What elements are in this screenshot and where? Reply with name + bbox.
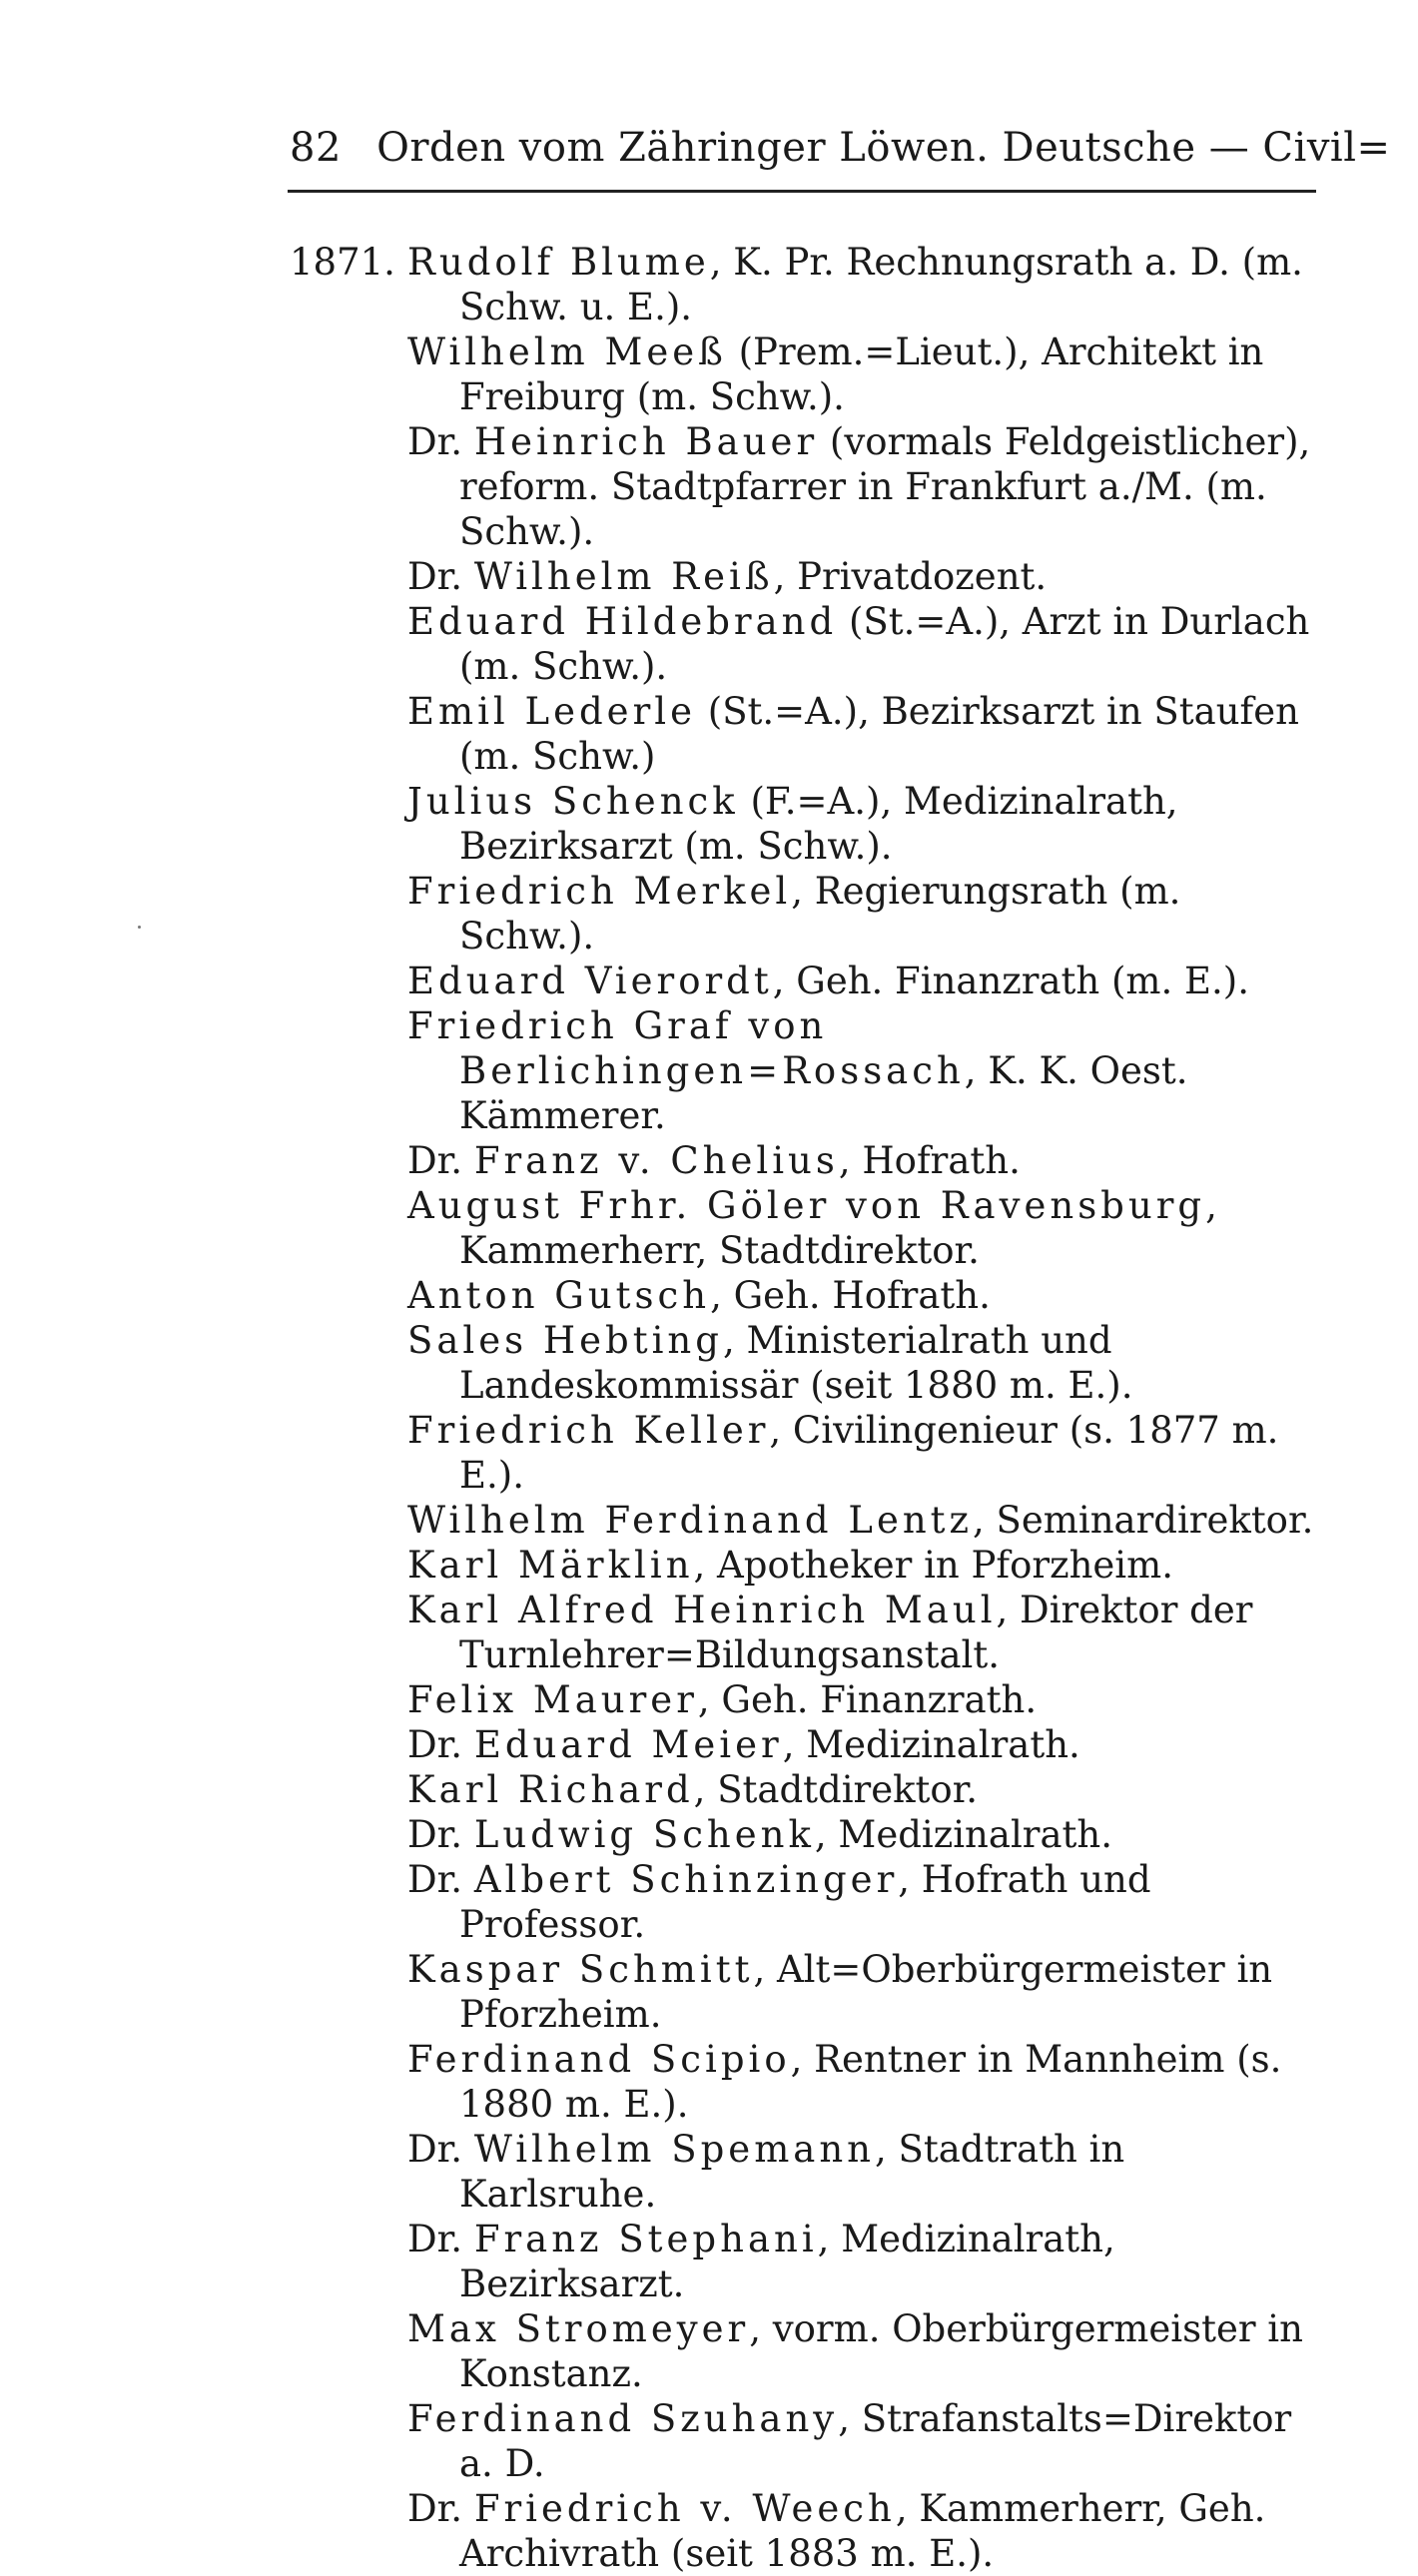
entry-name: Wilhelm Reiß bbox=[473, 555, 774, 598]
entry-details: , Stadtrath in Karlsruhe. bbox=[459, 2128, 1125, 2216]
entry-name: Friedrich Graf von Berlichingen=Rossach bbox=[407, 1004, 965, 1092]
entry-details: , K. Pr. Rechnungsrath a. D. (m. Schw. u. E.). bbox=[459, 241, 1303, 328]
entry-prefix: Dr. bbox=[407, 1813, 474, 1856]
entry-name: Julius Schenck bbox=[407, 780, 739, 823]
entry-name: Albert Schinzinger bbox=[473, 1858, 899, 1901]
list-item bbox=[407, 689, 1318, 779]
list-item bbox=[407, 2127, 1318, 2217]
list-item bbox=[407, 2486, 1318, 2576]
list-item bbox=[407, 1857, 1318, 1947]
entry-prefix: Dr. bbox=[407, 555, 474, 598]
list-item bbox=[407, 1812, 1318, 1857]
entry-name: Wilhelm Ferdinand Lentz bbox=[407, 1499, 974, 1542]
list-item bbox=[407, 1677, 1318, 1722]
entry-details: , Kammerherr, Stadtdirektor. bbox=[459, 1184, 1217, 1272]
list-item bbox=[407, 1318, 1318, 1408]
margin-speck bbox=[138, 926, 141, 929]
entry-details: , Alt=Oberbürgermeister in Pforzheim. bbox=[459, 1948, 1273, 2036]
list-item bbox=[407, 1408, 1318, 1498]
entry-details: , Ministerialrath und Landeskommissär (seit 1880 m. E.). bbox=[459, 1319, 1133, 1407]
entry-name: Friedrich v. Weech bbox=[473, 2487, 896, 2530]
entry-name: Franz v. Chelius bbox=[473, 1139, 839, 1182]
list-item bbox=[407, 1947, 1318, 2037]
entry-details: , Seminardirektor. bbox=[973, 1499, 1314, 1542]
entry-details: (vormals Feldgeistlicher), reform. Stadtpfarrer in Frankfurt a./M. (m. Schw.). bbox=[459, 420, 1311, 553]
entry-name: Karl Märklin bbox=[407, 1544, 694, 1587]
entry-name: August Frhr. Göler von Ravensburg bbox=[407, 1184, 1206, 1227]
entry-prefix: Dr. bbox=[407, 1858, 474, 1901]
list-item bbox=[407, 2037, 1318, 2127]
entry-name: Eduard Meier bbox=[473, 1723, 783, 1766]
entry-prefix: Dr. bbox=[407, 2128, 474, 2171]
list-item bbox=[407, 2306, 1318, 2396]
list-item bbox=[407, 554, 1318, 599]
entry-name: Karl Richard bbox=[407, 1768, 694, 1811]
entry-name: Franz Stephani bbox=[473, 2218, 818, 2260]
entry-details: , Privatdozent. bbox=[773, 555, 1048, 598]
entry-details: , Geh. Hofrath. bbox=[710, 1274, 991, 1317]
list-item bbox=[407, 1767, 1318, 1812]
list-item bbox=[407, 1273, 1318, 1318]
entry-name: Ferdinand Scipio bbox=[407, 2038, 791, 2081]
list-item bbox=[407, 419, 1318, 554]
entry-details: , Medizinalrath, Bezirksarzt. bbox=[459, 2218, 1115, 2305]
entry-name: Kaspar Schmitt bbox=[407, 1948, 754, 1991]
entry-prefix: Dr. bbox=[407, 2218, 474, 2260]
entry-name: Wilhelm Spemann bbox=[473, 2128, 875, 2171]
running-header bbox=[290, 118, 1391, 178]
entry-name: Sales Hebting bbox=[407, 1319, 723, 1362]
entry-details: (Prem.=Lieut.), Architekt in Freiburg (m. Schw.). bbox=[459, 330, 1264, 418]
list-item bbox=[407, 1498, 1318, 1543]
list-item bbox=[407, 599, 1318, 689]
year-label: 1871. bbox=[290, 241, 395, 284]
entry-name: Ludwig Schenk bbox=[473, 1813, 815, 1856]
entry-list bbox=[407, 240, 1318, 2576]
list-item bbox=[407, 2396, 1318, 2486]
entry-details: , Civilingenieur (s. 1877 m. E.). bbox=[459, 1409, 1279, 1497]
list-item bbox=[407, 1588, 1318, 1677]
entry-name: Felix Maurer bbox=[407, 1678, 698, 1721]
entry-name: Rudolf Blume bbox=[407, 241, 710, 284]
entry-prefix: Dr. bbox=[407, 1139, 474, 1182]
entry-details: , Regierungsrath (m. Schw.). bbox=[459, 870, 1181, 958]
entry-details: , vorm. Oberbürgermeister in Konstanz. bbox=[459, 2307, 1303, 2395]
entry-details: (F.=A.), Medizinalrath, Bezirksarzt (m. Schw.). bbox=[459, 780, 1178, 868]
page-number: 82 bbox=[290, 125, 342, 171]
entry-prefix: Dr. bbox=[407, 1723, 474, 1766]
list-item bbox=[407, 1138, 1318, 1183]
entry-details: , Geh. Finanzrath (m. E.). bbox=[772, 960, 1249, 1002]
list-item bbox=[407, 869, 1318, 959]
list-item bbox=[407, 1003, 1318, 1138]
list-item bbox=[407, 1183, 1318, 1273]
entry-name: Eduard Hildebrand bbox=[407, 600, 838, 643]
entry-details: , Geh. Finanzrath. bbox=[697, 1678, 1038, 1721]
list-item bbox=[407, 2217, 1318, 2306]
entry-prefix: Dr. bbox=[407, 2487, 474, 2530]
list-item bbox=[407, 240, 1318, 329]
entry-name: Ferdinand Szuhany bbox=[407, 2397, 839, 2440]
entry-name: Emil Lederle bbox=[407, 690, 696, 733]
entry-details: (St.=A.), Arzt in Durlach (m. Schw.). bbox=[459, 600, 1310, 688]
list-item bbox=[407, 1543, 1318, 1588]
entry-details: , Medizinalrath. bbox=[782, 1723, 1080, 1766]
list-item bbox=[407, 959, 1318, 1003]
entry-details: , Direktor der Turnlehrer=Bildungsanstalt. bbox=[459, 1589, 1253, 1676]
entry-name: Karl Alfred Heinrich Maul bbox=[407, 1589, 997, 1631]
entry-name: Max Stromeyer bbox=[407, 2307, 750, 2350]
entry-name: Heinrich Bauer bbox=[473, 420, 819, 463]
entry-prefix: Dr. bbox=[407, 420, 474, 463]
list-item bbox=[407, 1722, 1318, 1767]
list-item bbox=[407, 779, 1318, 869]
list-item bbox=[407, 329, 1318, 419]
entry-details: , K. K. Oest. Kämmerer. bbox=[459, 1049, 1188, 1137]
entry-details: , Hofrath. bbox=[838, 1139, 1021, 1182]
running-title: Orden vom Zähringer Löwen. Deutsche — Civil= bbox=[376, 125, 1391, 171]
header-rule bbox=[288, 190, 1316, 193]
entry-name: Eduard Vierordt bbox=[407, 960, 773, 1002]
entry-details: , Kammerherr, Geh. Archivrath (seit 1883 m. E.). bbox=[459, 2487, 1266, 2575]
entry-name: Friedrich Merkel bbox=[407, 870, 792, 913]
entry-name: Friedrich Keller bbox=[407, 1409, 770, 1452]
entry-details: , Strafanstalts=Direktor a. D. bbox=[459, 2397, 1292, 2485]
entry-details: (St.=A.), Bezirksarzt in Staufen (m. Schw.) bbox=[459, 690, 1299, 778]
entry-name: Wilhelm Meeß bbox=[407, 330, 727, 373]
entry-details: , Rentner in Mannheim (s. 1880 m. E.). bbox=[459, 2038, 1282, 2126]
entry-name: Anton Gutsch bbox=[407, 1274, 711, 1317]
entry-details: , Stadtdirektor. bbox=[693, 1768, 979, 1811]
entry-details: , Apotheker in Pforzheim. bbox=[693, 1544, 1173, 1587]
entry-details: , Medizinalrath. bbox=[814, 1813, 1112, 1856]
entry-details: , Hofrath und Professor. bbox=[459, 1858, 1151, 1946]
